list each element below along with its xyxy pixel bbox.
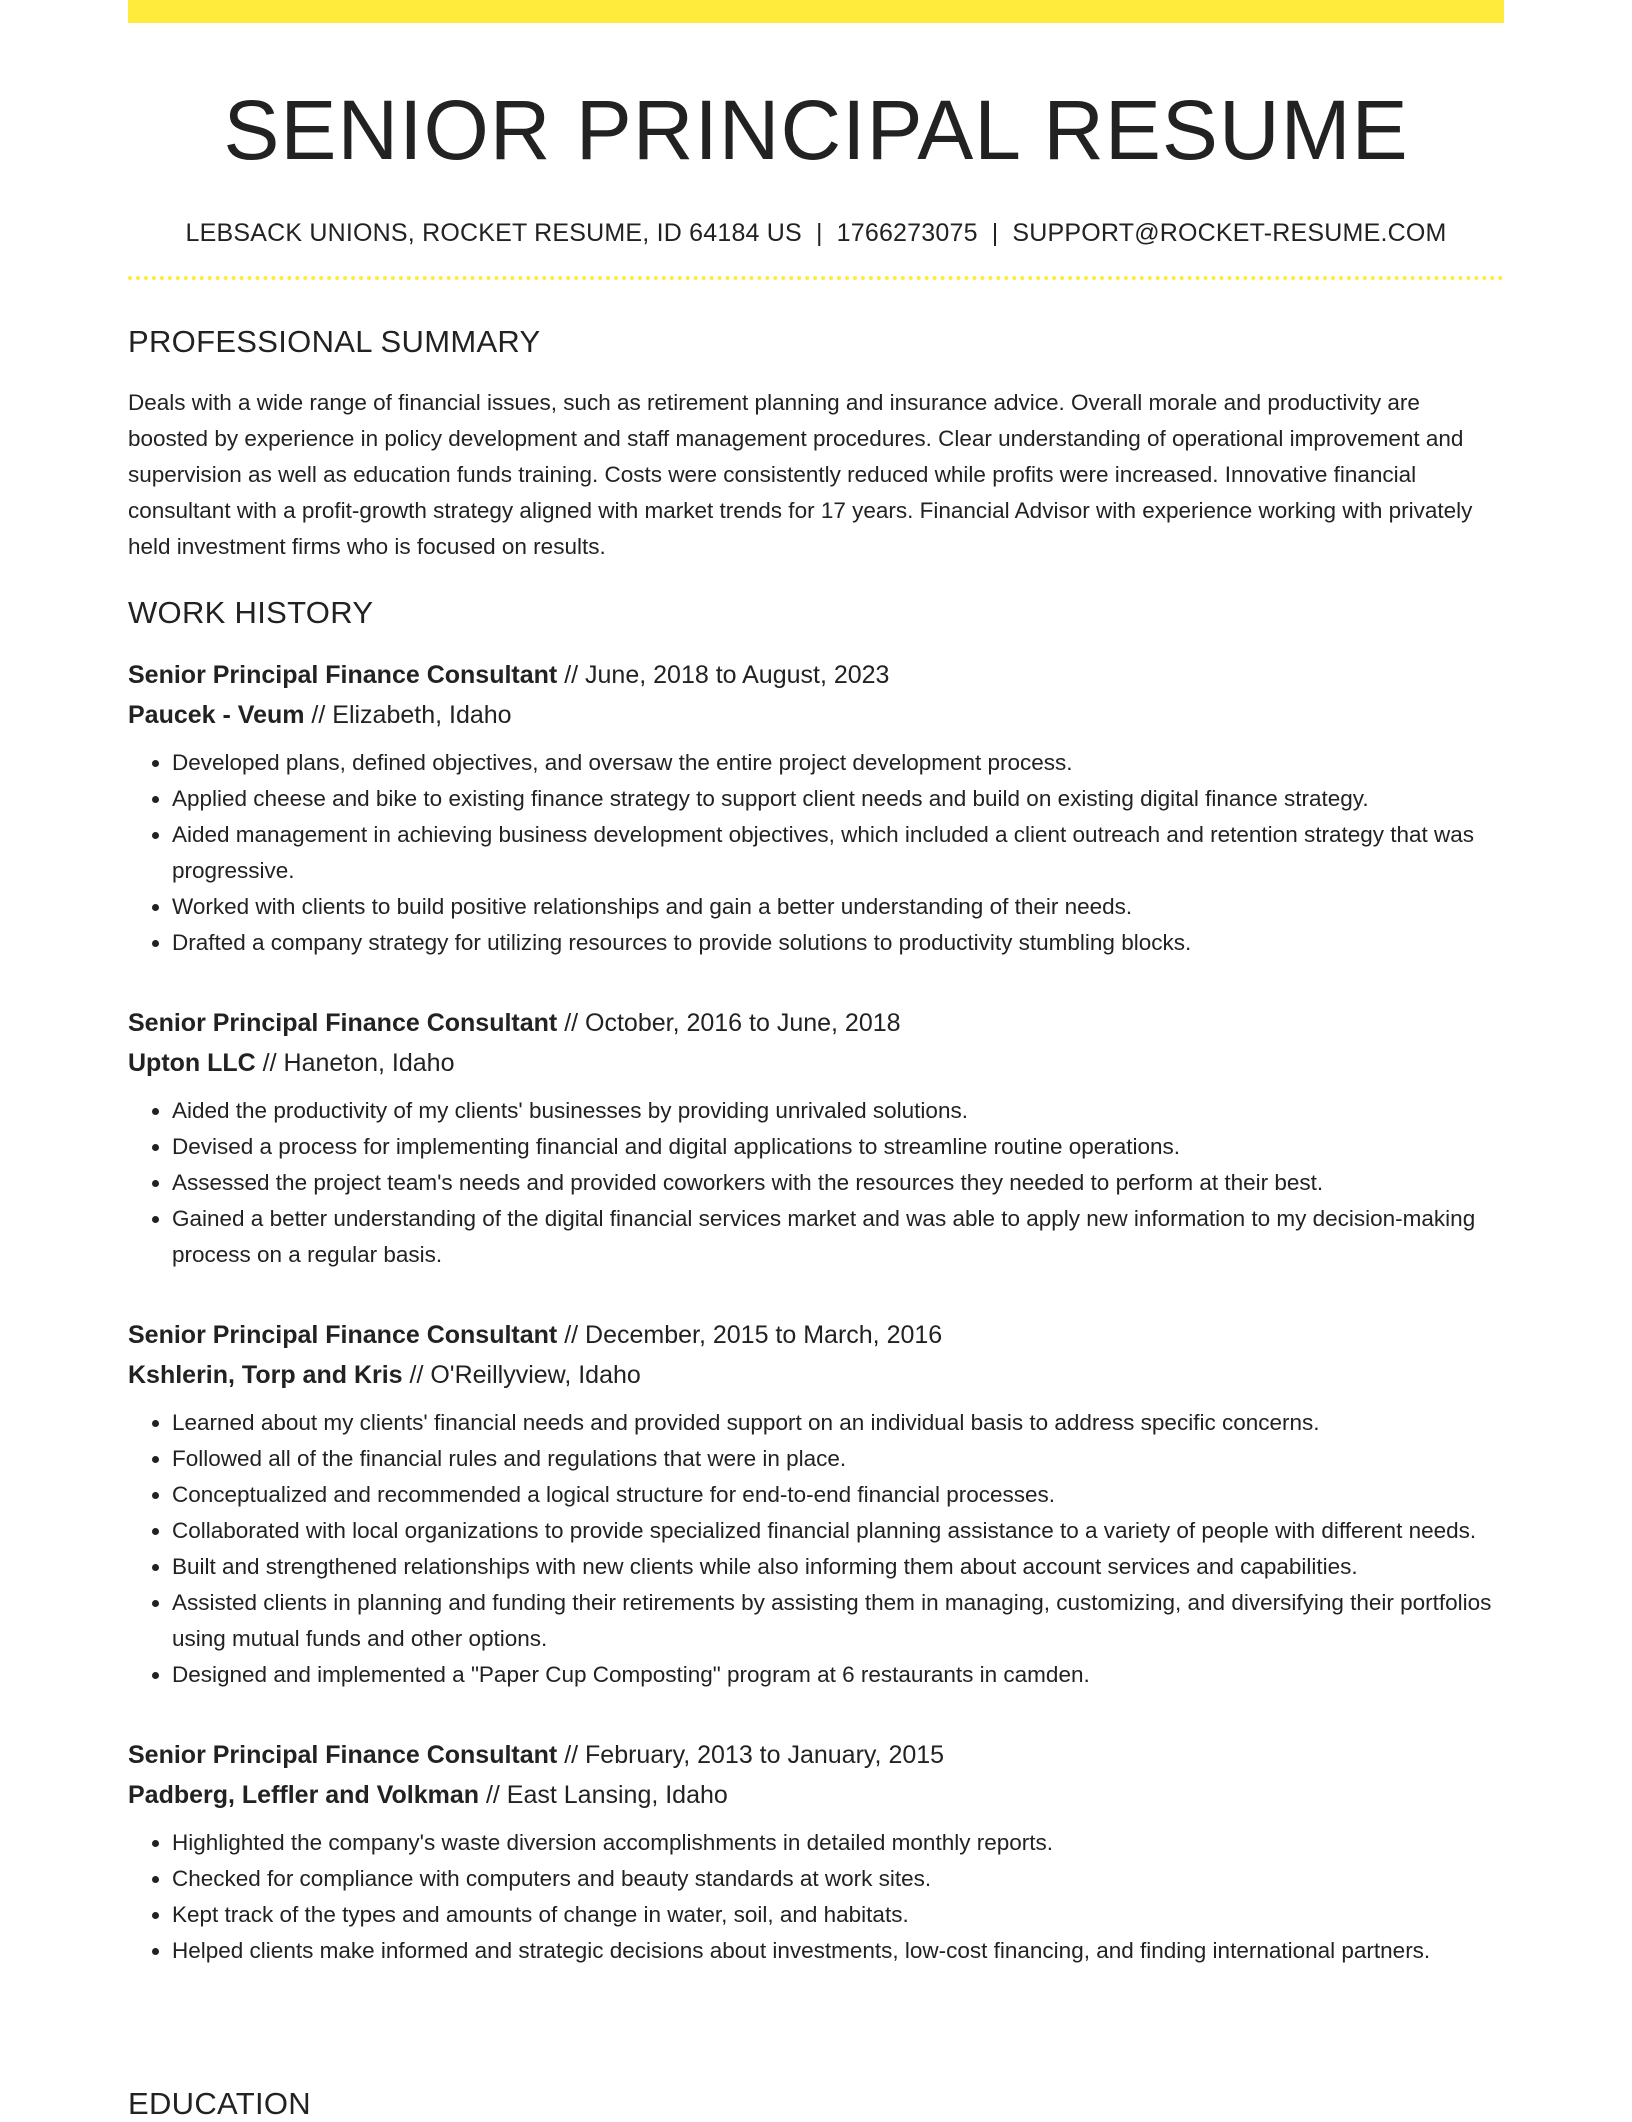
job-company: Kshlerin, Torp and Kris	[128, 1361, 403, 1390]
list-item: • Aided the productivity of my clients' businesses by providing unrivaled solutions.	[172, 1093, 1504, 1129]
section-title-summary: PROFESSIONAL SUMMARY	[128, 324, 541, 360]
list-item: • Drafted a company strategy for utilizing resources to provide solutions to productivity stumbling blocks.	[172, 925, 1504, 961]
contact-line	[128, 219, 1504, 248]
contact-phone: 1766273075	[836, 219, 978, 248]
list-item: • Kept track of the types and amounts of change in water, soil, and habitats.	[172, 1897, 1504, 1933]
list-item: • Built and strengthened relationships with new clients while also informing them about account services and capabilities.	[172, 1549, 1504, 1585]
list-item: • Followed all of the financial rules and regulations that were in place.	[172, 1441, 1504, 1477]
section-title-work-history: WORK HISTORY	[128, 595, 374, 631]
job-entry	[128, 1315, 1504, 1693]
job-dates: // December, 2015 to March, 2016	[557, 1321, 943, 1350]
job-title-line	[128, 1735, 1504, 1775]
job-location: // Haneton, Idaho	[255, 1049, 455, 1078]
list-item: • Gained a better understanding of the digital financial services market and was able to apply new information to my decision-making process on a regular basis.	[172, 1201, 1504, 1273]
job-title-line	[128, 1315, 1504, 1355]
list-item: • Devised a process for implementing financial and digital applications to streamline routine operations.	[172, 1129, 1504, 1165]
list-item: • Helped clients make informed and strategic decisions about investments, low-cost financing, and finding international partners.	[172, 1933, 1504, 1969]
job-company: Upton LLC	[128, 1049, 256, 1078]
job-role: Senior Principal Finance Consultant	[128, 661, 558, 690]
job-company-line	[128, 1355, 1504, 1395]
job-duties-list	[128, 1825, 1504, 1969]
job-entry	[128, 655, 1504, 961]
list-item: • Assisted clients in planning and funding their retirements by assisting them in managing, customizing, and diversifying their portfolios using mutual funds and other options.	[172, 1585, 1504, 1657]
list-item: • Checked for compliance with computers and beauty standards at work sites.	[172, 1861, 1504, 1897]
job-role: Senior Principal Finance Consultant	[128, 1321, 558, 1350]
job-location: // O'Reillyview, Idaho	[402, 1361, 641, 1390]
contact-separator: |	[991, 219, 999, 248]
accent-top-bar	[128, 0, 1504, 23]
list-item: • Worked with clients to build positive relationships and gain a better understanding of their needs.	[172, 889, 1504, 925]
job-duties-list	[128, 1093, 1504, 1273]
job-title-line	[128, 1003, 1504, 1043]
job-entry	[128, 1003, 1504, 1273]
job-dates: // June, 2018 to August, 2023	[557, 661, 890, 690]
job-company: Paucek - Veum	[128, 701, 305, 730]
job-location: // Elizabeth, Idaho	[304, 701, 512, 730]
list-item: • Learned about my clients' financial needs and provided support on an individual basis to address specific concerns.	[172, 1405, 1504, 1441]
summary-text: Deals with a wide range of financial issues, such as retirement planning and insurance advice. Overall morale and productivity are boosted by experience in policy development and staff management procedures. Clear understanding of operational improvement and supervision as well as education funds training. Costs were consistently reduced while profits were increased. Innovative financial consultant with a profit-growth strategy aligned with market trends for 17 years. Financial Advisor with experience working with privately held investment firms who is focused on results.	[128, 390, 1473, 560]
list-item: • Highlighted the company's waste diversion accomplishments in detailed monthly reports.	[172, 1825, 1504, 1861]
list-item: • Designed and implemented a "Paper Cup Composting" program at 6 restaurants in camden.	[172, 1657, 1504, 1693]
section-title-education: EDUCATION	[128, 2086, 311, 2121]
list-item: • Collaborated with local organizations to provide specialized financial planning assistance to a variety of people with different needs.	[172, 1513, 1504, 1549]
list-item: • Aided management in achieving business development objectives, which included a client outreach and retention strategy that was progressive.	[172, 817, 1504, 889]
list-item: • Applied cheese and bike to existing finance strategy to support client needs and build on existing digital finance strategy.	[172, 781, 1504, 817]
job-title-line	[128, 655, 1504, 695]
job-duties-list	[128, 745, 1504, 961]
list-item: • Developed plans, defined objectives, and oversaw the entire project development process.	[172, 745, 1504, 781]
list-item: • Assessed the project team's needs and provided coworkers with the resources they needed to perform at their best.	[172, 1165, 1504, 1201]
job-dates: // October, 2016 to June, 2018	[557, 1009, 901, 1038]
job-company-line	[128, 695, 1504, 735]
contact-separator: |	[815, 219, 823, 248]
contact-address: LEBSACK UNIONS, ROCKET RESUME, ID 64184 US	[185, 219, 802, 248]
job-entry	[128, 1735, 1504, 1969]
resume-title: SENIOR PRINCIPAL RESUME	[223, 83, 1409, 177]
job-company-line	[128, 1775, 1504, 1815]
contact-email: SUPPORT@ROCKET-RESUME.COM	[1012, 219, 1447, 248]
job-company: Padberg, Leffler and Volkman	[128, 1781, 480, 1810]
job-location: // East Lansing, Idaho	[479, 1781, 728, 1810]
job-duties-list	[128, 1405, 1504, 1693]
list-item: • Conceptualized and recommended a logical structure for end-to-end financial processes.	[172, 1477, 1504, 1513]
job-role: Senior Principal Finance Consultant	[128, 1741, 558, 1770]
resume-page	[128, 0, 1504, 2121]
job-dates: // February, 2013 to January, 2015	[557, 1741, 945, 1770]
job-role: Senior Principal Finance Consultant	[128, 1009, 558, 1038]
dotted-divider	[128, 276, 1504, 280]
job-company-line	[128, 1043, 1504, 1083]
